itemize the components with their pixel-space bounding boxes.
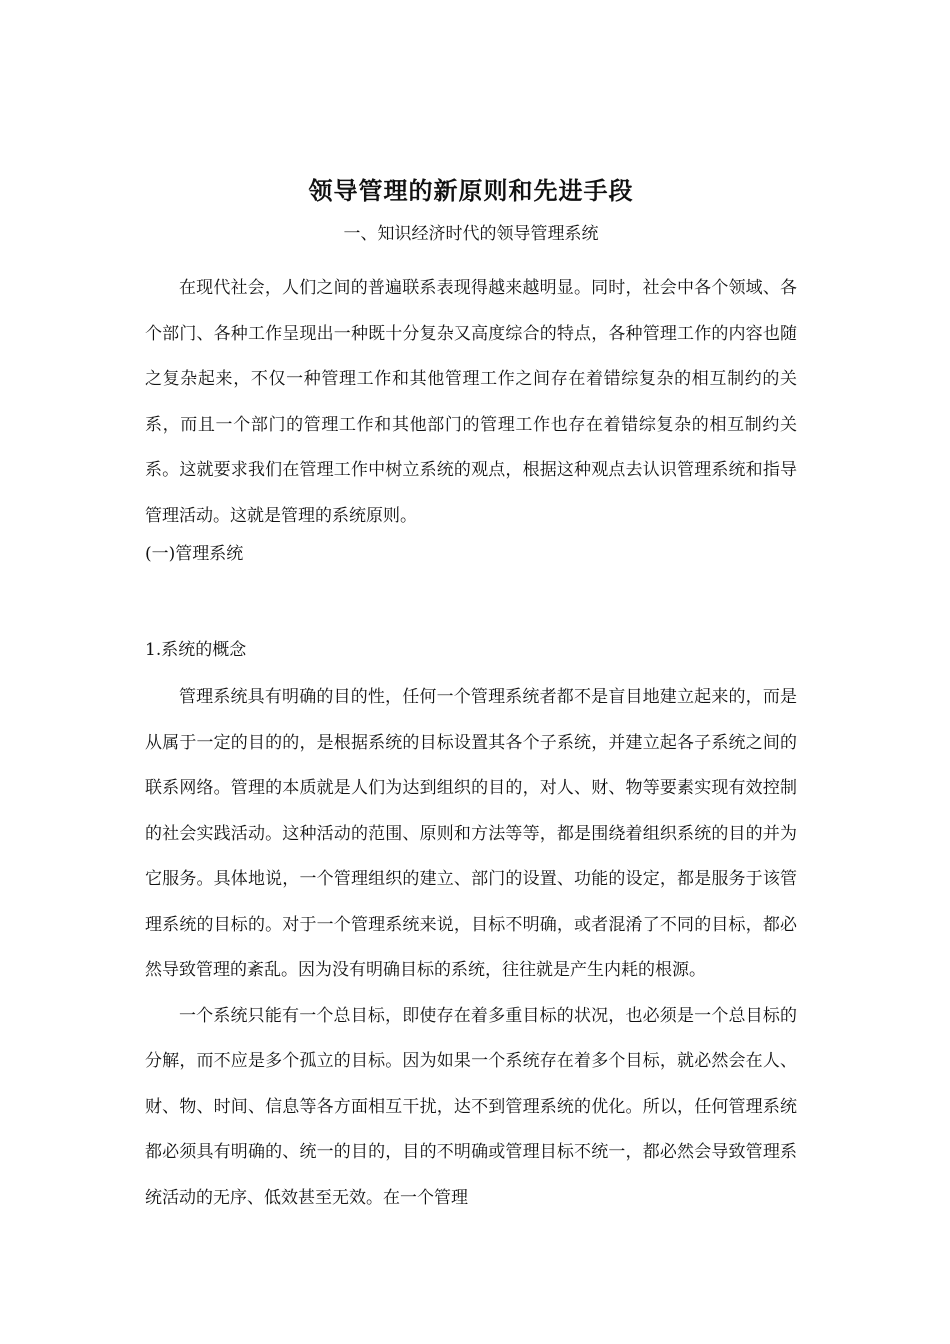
paragraph-single-goal: 一个系统只能有一个总目标，即使存在着多重目标的状况，也必须是一个总目标的分解，而不应是多个孤立的目标。因为如果一个系统存在着多个目标，就必然会在人、财、物、时间、信息等各方面相互干扰，达不到管理系统的优化。所以，任何管理系统都必须具有明确的、统一的目的，目的不明确或管理目标不统一，都必然会导致管理系统活动的无序、低效甚至无效。在一个管理	[145, 1005, 797, 1208]
subheading-management-system: (一)管理系统	[145, 544, 244, 564]
document-page	[145, 170, 797, 1221]
paragraph-system-purpose: 管理系统具有明确的目的性，任何一个管理系统者都不是盲目地建立起来的，而是从属于一定的目的的，是根据系统的目标设置其各个子系统，并建立起各子系统之间的联系网络。管理的本质就是人们为达到组织的目的，对人、财、物等要素实现有效控制的社会实践活动。这种活动的范围、原则和方法等等，都是围绕着组织系统的目的并为它服务。具体地说，一个管理组织的建立、部门的设置、功能的设定，都是服务于该管理系统的目标的。对于一个管理系统来说，目标不明确，或者混淆了不同的目标，都必然导致管理的紊乱。因为没有明确目标的系统，往往就是产生内耗的根源。	[145, 687, 797, 980]
paragraph-intro: 在现代社会，人们之间的普遍联系表现得越来越明显。同时，社会中各个领域、各个部门、各种工作呈现出一种既十分复杂又高度综合的特点，各种管理工作的内容也随之复杂起来，不仅一种管理工作和其他管理工作之间存在着错综复杂的相互制约的关系，而且一个部门的管理工作和其他部门的管理工作也存在着错综复杂的相互制约关系。这就要求我们在管理工作中树立系统的观点，根据这种观点去认识管理系统和指导管理活动。这就是管理的系统原则。	[145, 278, 797, 526]
section-heading: 一、知识经济时代的领导管理系统	[343, 224, 599, 244]
subheading-system-concept: 1.系统的概念	[145, 640, 247, 660]
document-title: 领导管理的新原则和先进手段	[308, 176, 634, 205]
